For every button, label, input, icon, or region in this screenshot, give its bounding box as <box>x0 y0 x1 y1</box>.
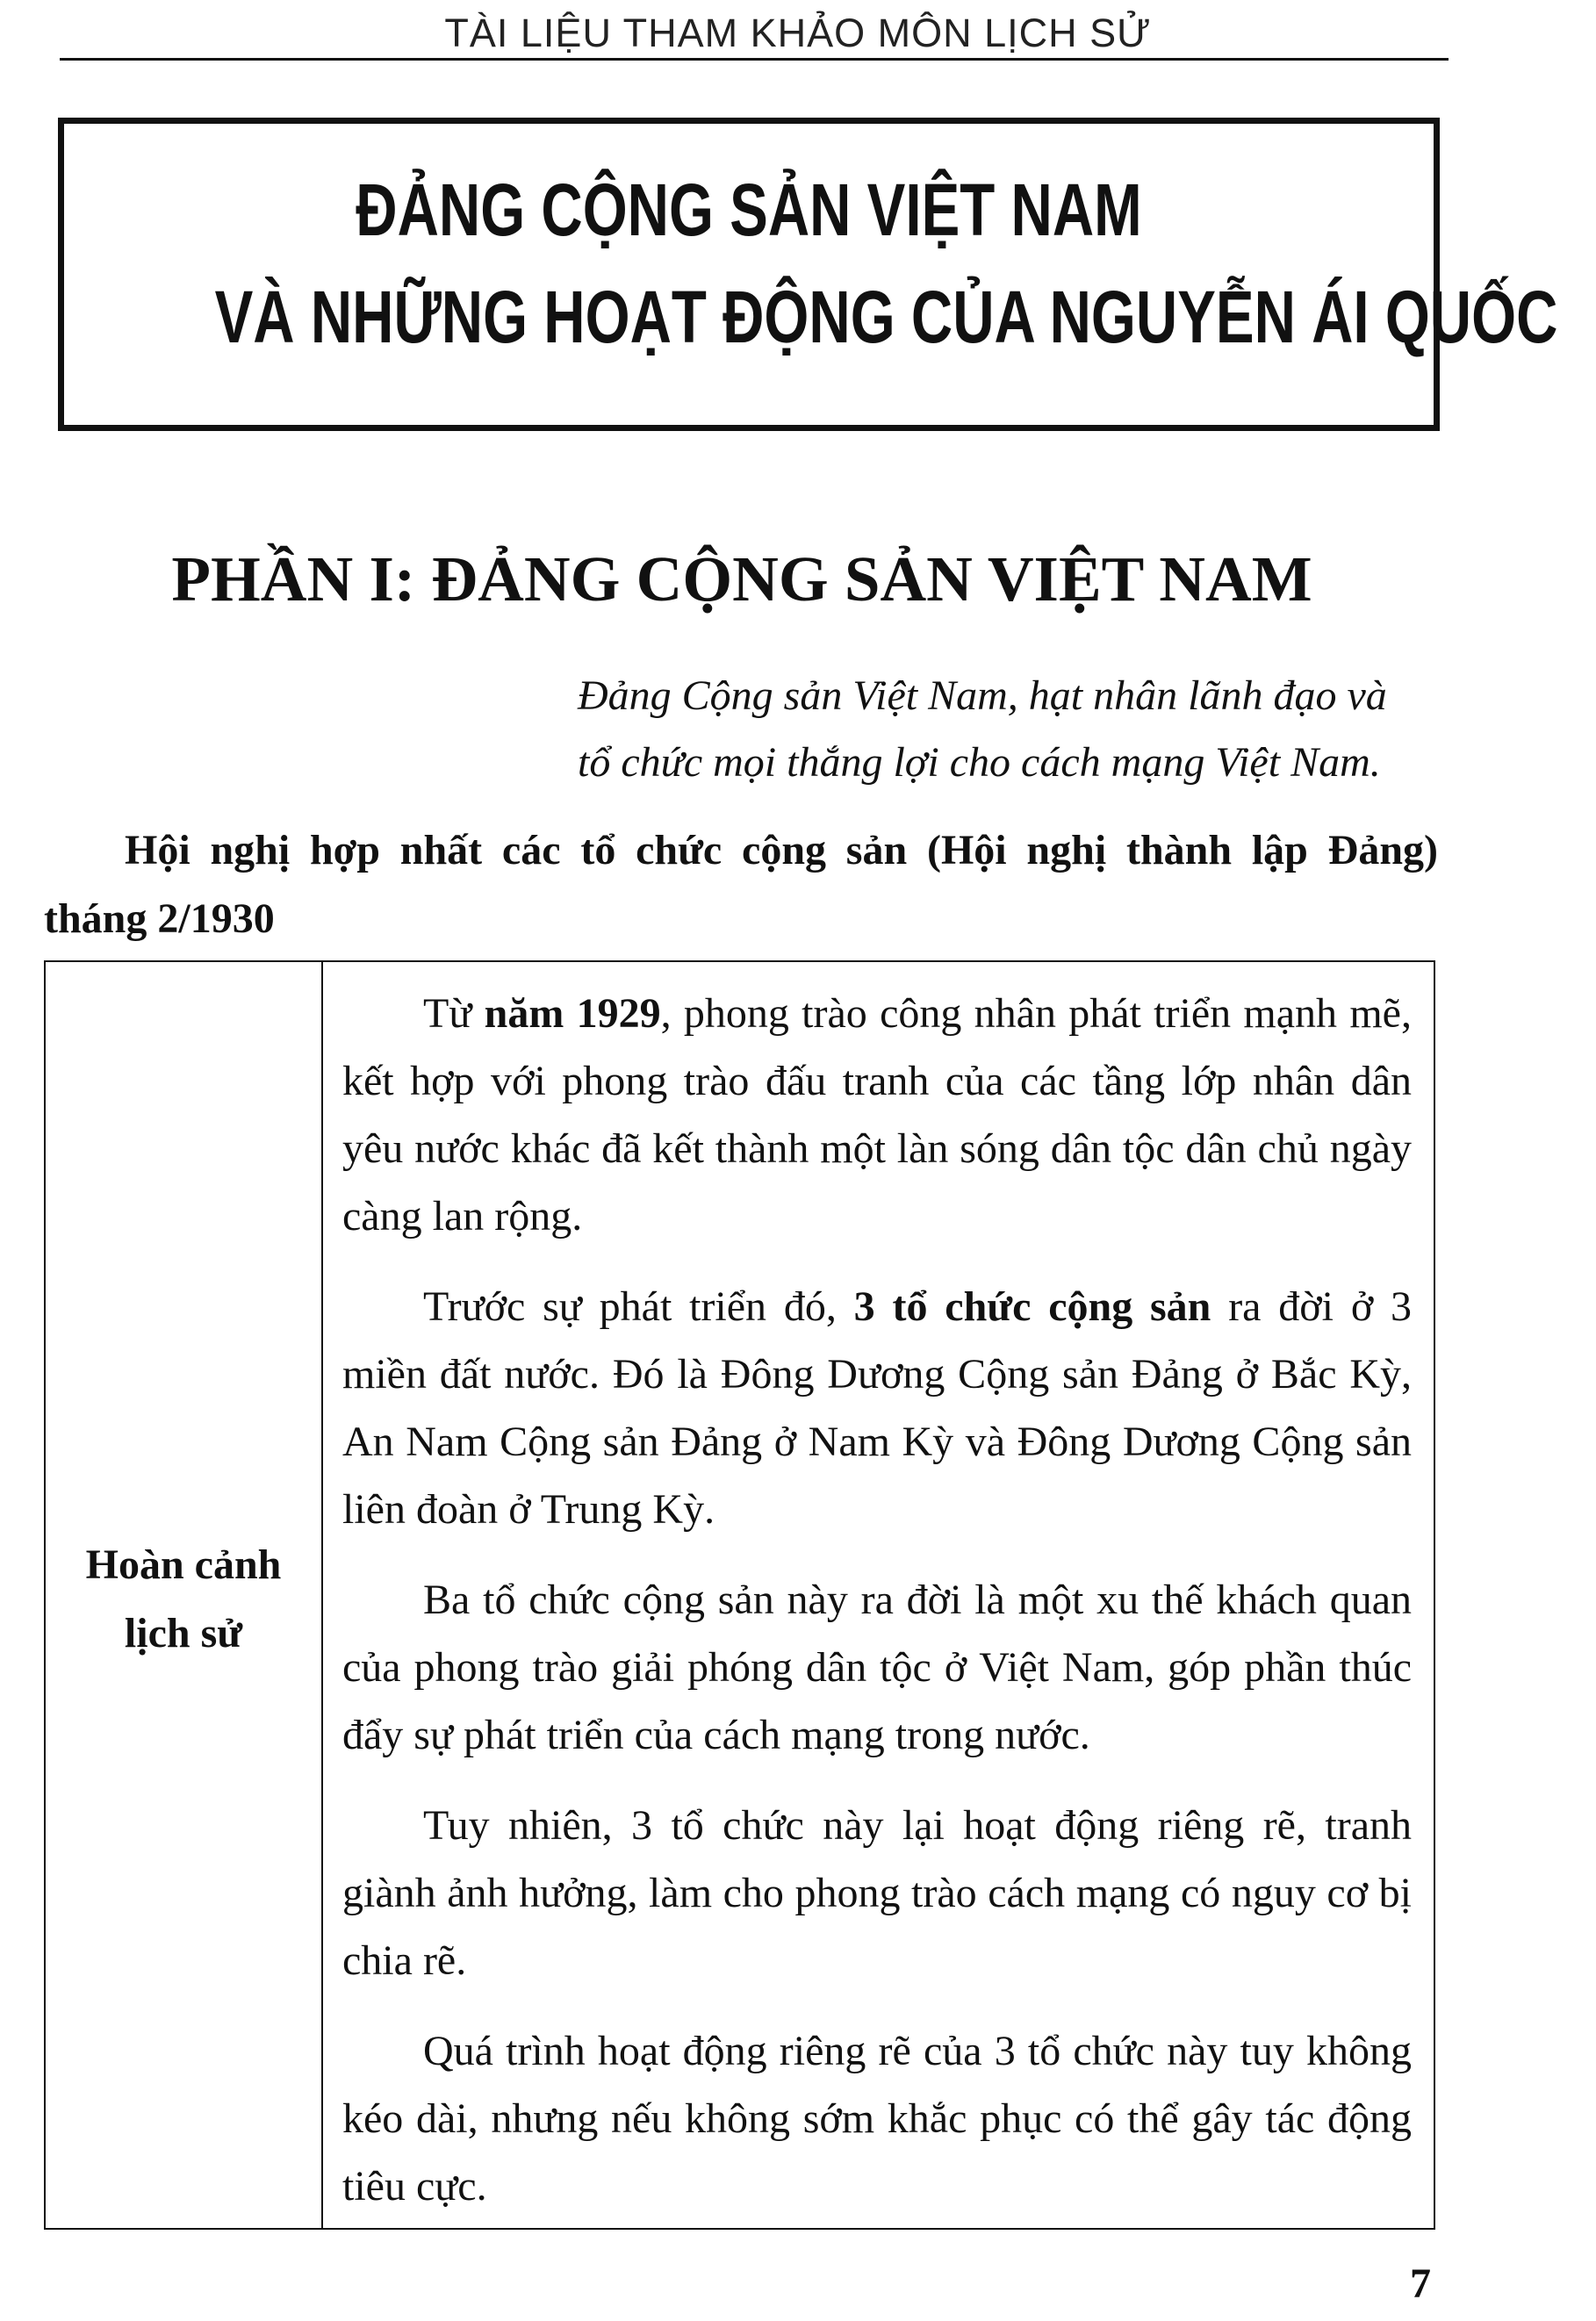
title-line-2: VÀ NHỮNG HOẠT ĐỘNG CỦA NGUYỄN ÁI QUỐC <box>214 276 1558 358</box>
section-heading <box>44 816 1438 953</box>
paragraph-5: Quá trình hoạt động riêng rẽ của 3 tổ chức này tuy không kéo dài, nhưng nếu không sớm khắc phục có thể gây tác động tiêu cực. <box>342 2028 1412 2210</box>
running-header: TÀI LIỆU THAM KHẢO MÔN LỊCH SỬ <box>444 11 1152 55</box>
paragraph-1: Từ năm 1929, phong trào công nhân phát triển mạnh mẽ, kết hợp với phong trào đấu tranh của các tầng lớp nhân dân yêu nước khác đã kết thành một làn sóng dân tộc dân chủ ngày càng lan rộng. <box>342 990 1412 1240</box>
paragraph-3: Ba tổ chức cộng sản này ra đời là một xu thế khách quan của phong trào giải phóng dân tộc ở Việt Nam, góp phần thúc đẩy sự phát triển của cách mạng trong nước. <box>342 1577 1412 1758</box>
title-line-1: ĐẢNG CỘNG SẢN VIỆT NAM <box>356 169 1142 251</box>
epigraph-line-1: Đảng Cộng sản Việt Nam, hạt nhân lãnh đạo và <box>578 672 1387 719</box>
page-number: 7 <box>1410 2260 1431 2307</box>
title-box <box>58 118 1558 431</box>
epigraph-line-2: tổ chức mọi thắng lợi cho cách mạng Việt Nam. <box>578 739 1381 786</box>
part-heading: PHẦN I: ĐẢNG CỘNG SẢN VIỆT NAM <box>171 543 1312 614</box>
context-table <box>44 960 1435 2230</box>
paragraph-2: Trước sự phát triển đó, 3 tổ chức cộng sản ra đời ở 3 miền đất nước. Đó là Đông Dương Cộng sản Đảng ở Bắc Kỳ, An Nam Cộng sản Đảng ở Nam Kỳ và Đông Dương Cộng sản liên đoàn ở Trung Kỳ. <box>342 1283 1413 1533</box>
header-rule <box>60 58 1449 61</box>
row-label-line-1: Hoàn cảnh <box>85 1541 282 1588</box>
emphasis-year: năm 1929 <box>484 990 661 1037</box>
row-label-line-2: lịch sử <box>124 1610 243 1656</box>
row-label <box>46 1531 321 1668</box>
table-cell-body <box>342 980 1412 2243</box>
table-column-divider <box>321 962 323 2228</box>
section-heading-line-1: Hội nghị hợp nhất các tổ chức cộng sản (Hội nghị thành lập Đảng) <box>125 827 1438 873</box>
paragraph-4: Tuy nhiên, 3 tổ chức này lại hoạt động riêng rẽ, tranh giành ảnh hưởng, làm cho phong trào cách mạng có nguy cơ bị chia rẽ. <box>342 1802 1412 1984</box>
emphasis-organizations: 3 tổ chức cộng sản <box>853 1283 1211 1330</box>
section-heading-line-2: tháng 2/1930 <box>44 895 275 942</box>
